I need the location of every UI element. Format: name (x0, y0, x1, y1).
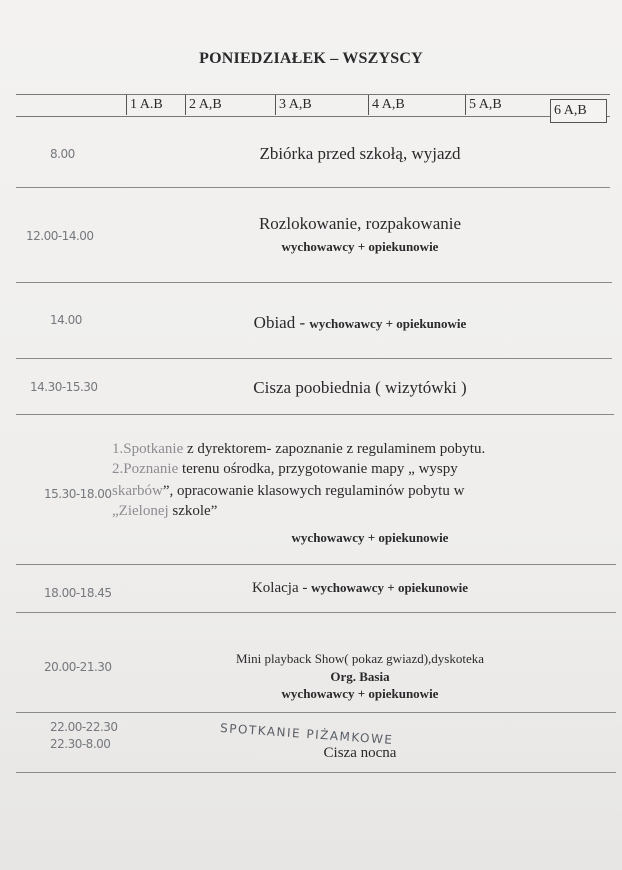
time-label: 15.30-18.00 (44, 487, 112, 501)
activity-text: terenu ośrodka, przygotowanie mapy „ wyspy (178, 461, 458, 477)
column-3ab: 3 A,B (275, 95, 312, 115)
activity-text: Cisza nocna (323, 745, 397, 761)
activity-text: szkole” (168, 503, 218, 519)
faint-word: Poznanie (123, 461, 179, 477)
activity-line (112, 439, 485, 459)
supervisor-text: wychowawcy + opiekunowie (281, 686, 439, 701)
column-1ab: 1 A.B (126, 95, 163, 115)
row-divider (16, 282, 612, 283)
faint-word: skarbów (112, 483, 163, 499)
column-2ab: 2 A,B (185, 95, 222, 115)
supervisor-text: wychowawcy + opiekunowie (311, 580, 469, 595)
list-number: 2. (112, 461, 124, 477)
activity-text: Zbiórka przed szkołą, wyjazd (259, 144, 461, 163)
supervisor-text: wychowawcy + opiekunowie (281, 239, 439, 254)
row-divider (16, 772, 616, 773)
activity-line (112, 459, 458, 479)
activity-text: ”, opracowanie klasowych regulaminów pobytu w (162, 483, 465, 499)
activity-text (110, 580, 610, 597)
row-divider (16, 187, 610, 188)
activity-text: Rozlokowanie, rozpakowanie (258, 214, 462, 233)
list-number: 1. (112, 441, 124, 457)
page-title: PONIEDZIAŁEK – WSZYSCY (199, 50, 423, 67)
activity-label: Kolacja - (251, 580, 312, 596)
faint-word: Spotkanie (123, 441, 184, 457)
class-header-row (0, 94, 622, 120)
time-label: 12.00-14.00 (26, 229, 94, 243)
row-divider (16, 564, 616, 565)
activity-line (112, 501, 217, 521)
time-label: 14.30-15.30 (30, 380, 98, 394)
row-divider (16, 358, 612, 359)
row-divider (16, 612, 616, 613)
column-6ab: 6 A,B (550, 99, 607, 123)
time-label: 22.30-8.00 (50, 737, 111, 751)
column-5ab: 5 A,B (465, 95, 502, 115)
divider (16, 94, 610, 95)
activity-text: Cisza poobiednia ( wizytówki ) (253, 378, 467, 397)
time-label: 14.00 (50, 313, 82, 327)
row-divider (16, 712, 616, 713)
activity-label: Obiad - (253, 313, 310, 332)
time-label: 20.00-21.30 (44, 660, 112, 674)
activity-text: z dyrektorem- zapoznanie z regulaminem pobytu. (183, 441, 486, 457)
supervisor-text: wychowawcy + opiekunowie (309, 316, 467, 331)
activity-line (112, 481, 464, 501)
activity-text (110, 313, 610, 333)
divider (16, 116, 610, 117)
time-label: 22.00-22.30 (50, 720, 118, 734)
handwritten-note: SPOTKANIE PIŻAMKOWE (219, 720, 394, 748)
organizer-text: Org. Basia (330, 669, 390, 684)
column-4ab: 4 A,B (368, 95, 405, 115)
row-divider (16, 414, 614, 415)
faint-word: „Zielonej (112, 503, 169, 519)
activity-text: Mini playback Show( pokaz gwiazd),dyskoteka (235, 651, 485, 666)
time-label: 18.00-18.45 (44, 586, 112, 600)
time-label: 8.00 (50, 147, 75, 161)
supervisor-text: wychowawcy + opiekunowie (291, 530, 449, 545)
